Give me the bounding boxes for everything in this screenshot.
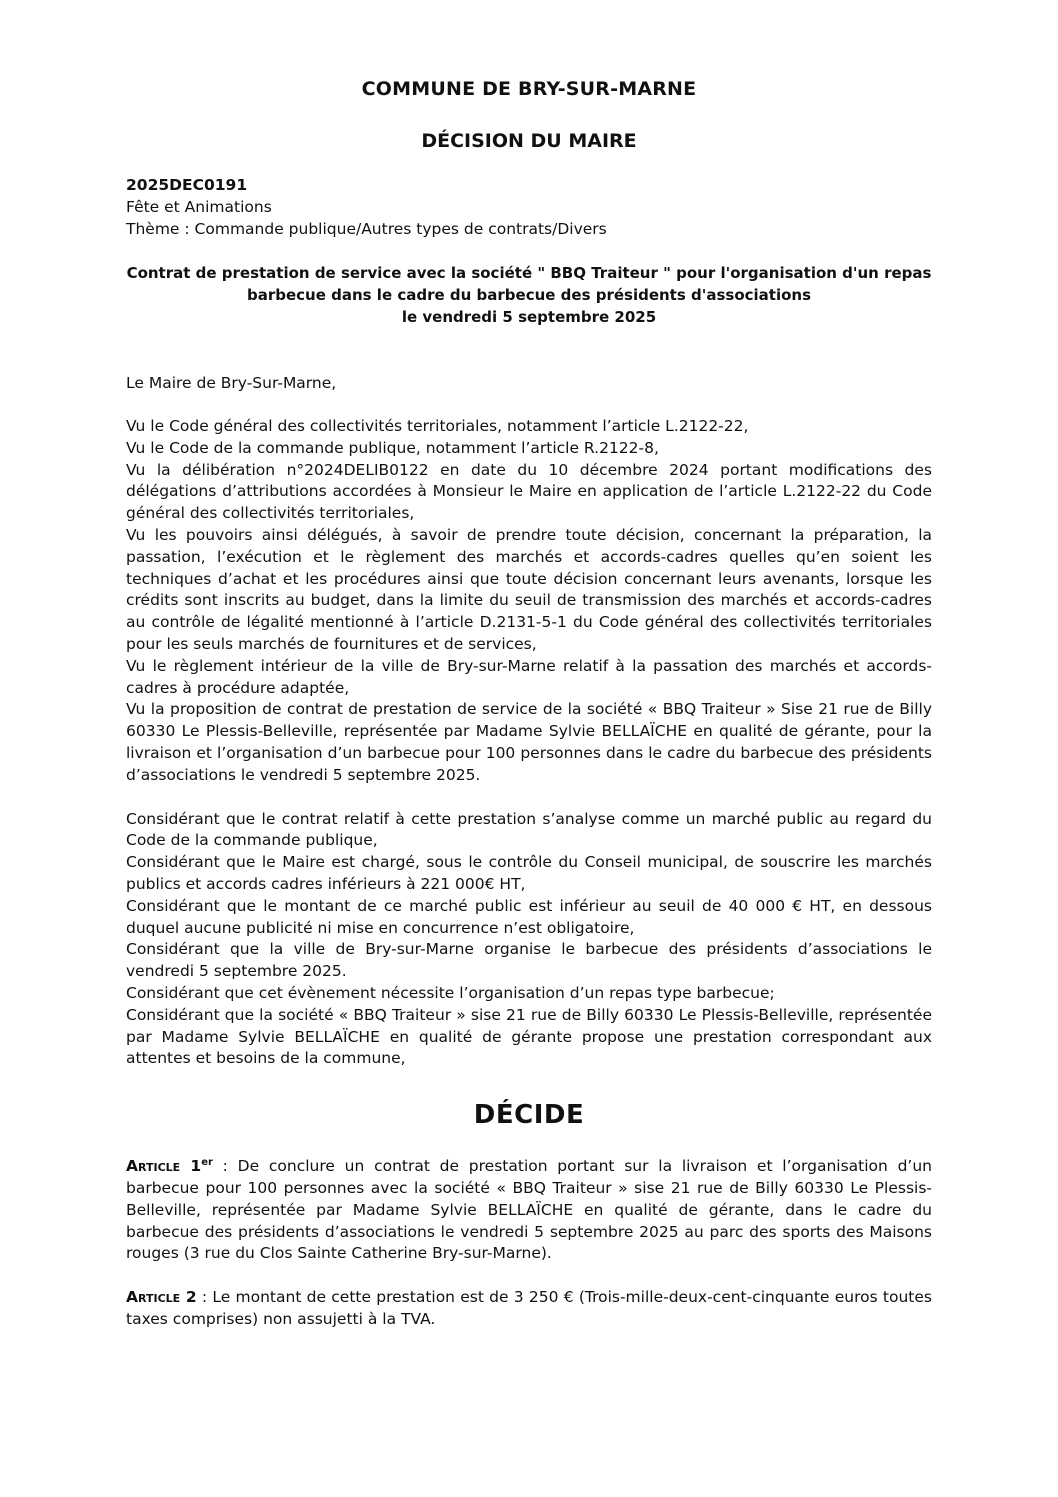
theme-line: Thème : Commande publique/Autres types de contrats/Divers [126,220,607,238]
article-1 [126,1152,932,1265]
article-text: : Le montant de cette prestation est de 3 250 € (Trois-mille-deux-cent-cinquante euros toutes taxes comprises) non assujetti à la TVA. [126,1288,932,1329]
document-title: DÉCISION DU MAIRE [421,130,637,152]
visa-paragraph: Vu le Code général des collectivités territoriales, notamment l’article L.2122-22, [126,417,749,435]
document-meta [126,174,932,240]
considerants-section [126,809,932,1071]
visa-paragraph: Vu la proposition de contrat de prestation de service de la société « BBQ Traiteur » Sise 21 rue de Billy 60330 Le Plessis-Belleville, représentée par Madame Sylvie BELLAÏCHE en qualité de gérante, pour la livraison et l’organisation d’un barbecue pour 100 personnes dans le cadre du barbecue des présidents d’associations le vendredi 5 septembre 2025. [126,700,932,784]
subject-line: le vendredi 5 septembre 2025 [401,308,657,326]
considerant-paragraph: Considérant que la société « BBQ Traiteur » sise 21 rue de Billy 60330 Le Plessis-Belleville, représentée par Madame Sylvie BELLAÏCHE en qualité de gérante propose une prestation correspondant aux attentes et besoins de la commune, [126,1005,932,1068]
considerant-paragraph: Considérant que le Maire est chargé, sous le contrôle du Conseil municipal, de souscrire les marchés publics et accords cadres inférieurs à 221 000€ HT, [126,853,932,893]
considerant-paragraph: Considérant que le montant de ce marché public est inférieur au seuil de 40 000 € HT, en dessous duquel aucune publicité ni mise en concurrence n’est obligatoire, [126,896,932,937]
decision-reference: 2025DEC0191 [126,176,248,194]
article-paragraph [126,1152,932,1265]
visa-paragraph: Vu le règlement intérieur de la ville de Bry-sur-Marne relatif à la passation des marchés et accords-cadres à procédure adaptée, [126,656,932,697]
considerant-paragraph: Considérant que la ville de Bry-sur-Marne organise le barbecue des présidents d’associations le vendredi 5 septembre 2025. [126,940,932,981]
decision-subject [126,262,932,328]
article-paragraph [126,1287,932,1331]
article-label: Article 2 [126,1288,197,1307]
service-name: Fête et Animations [126,198,272,216]
visa-paragraph: Vu la délibération n°2024DELIB0122 en date du 10 décembre 2024 portant modifications des délégations d’attributions accordées à Monsieur le Maire en application de l’article L.2122-22 du Code général des collectivités territoriales, [126,460,932,523]
subject-line: barbecue dans le cadre du barbecue des présidents d'associations [246,286,812,304]
article-label-superscript: er [201,1157,213,1169]
intro-line: Le Maire de Bry-Sur-Marne, [126,374,337,392]
visa-paragraph: Vu le Code de la commande publique, notamment l’article R.2122-8, [126,438,659,457]
considerant-paragraph: Considérant que le contrat relatif à cette prestation s’analyse comme un marché public au regard du Code de la commande publique, [126,809,932,850]
visas-section [126,416,932,787]
article-2 [126,1287,932,1331]
decide-heading: DÉCIDE [473,1100,585,1131]
considerant-paragraph: Considérant que cet évènement nécessite l’organisation d’un repas type barbecue; [126,983,775,1002]
commune-heading: COMMUNE DE BRY-SUR-MARNE [361,78,697,100]
visa-paragraph: Vu les pouvoirs ainsi délégués, à savoir de prendre toute décision, concernant la préparation, la passation, l’exécution et le règlement des marchés et accords-cadres quelles qu’en soient les techniques d’achat et les procédures ainsi que toute décision concernant leurs avenants, lorsque les crédits sont inscrits au budget, dans la limite du seuil de transmission des marchés et accords-cadres au contrôle de légalité mentionné à l’article D.2131-5-1 du Code général des collectivités territoriales pour les seuls marchés de fournitures et de services, [126,525,932,653]
subject-line: Contrat de prestation de service avec la société " BBQ Traiteur " pour l'organisation d'un repas [126,264,932,282]
article-label: Article 1 [126,1157,202,1176]
article-text: : De conclure un contrat de prestation portant sur la livraison et l’organisation d’un barbecue pour 100 personnes avec la société « BBQ Traiteur » sise 21 rue de Billy 60330 Le Plessis-Belleville, représentée par Madame Sylvie BELLAÏCHE en qualité de gérante, dans le cadre du barbecue des présidents d’associations le vendredi 5 septembre 2025 au parc des sports des Maisons rouges (3 rue du Clos Sainte Catherine Bry-sur-Marne). [126,1157,933,1263]
